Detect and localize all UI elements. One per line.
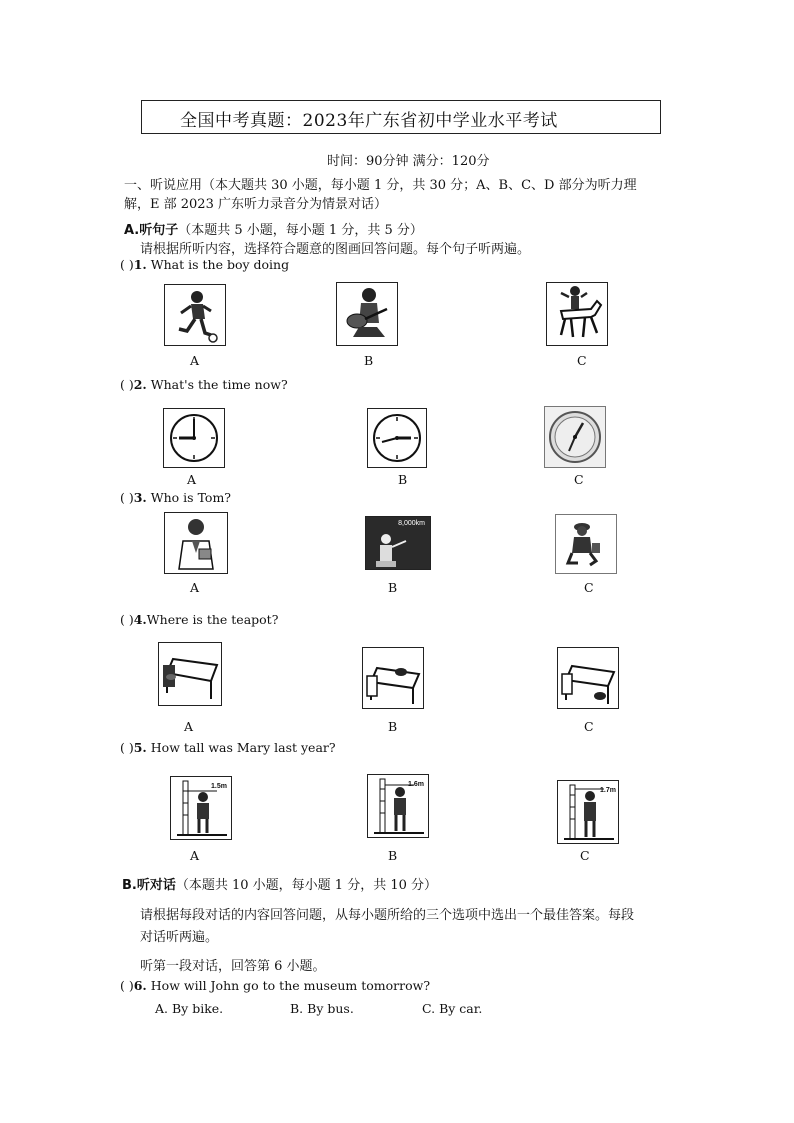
q4-option-c[interactable]: C — [584, 719, 594, 734]
table-chair-icon — [558, 648, 618, 708]
q4-option-b[interactable]: B — [388, 719, 398, 734]
doctor-icon — [165, 513, 227, 573]
q2-option-a[interactable]: A — [187, 472, 197, 487]
q4-option-a[interactable]: A — [184, 719, 194, 734]
question-text: What's the time now? — [150, 377, 288, 392]
q4-image-c[interactable] — [557, 647, 619, 709]
clock-icon — [368, 409, 426, 467]
height-label: 1.7m — [600, 787, 616, 794]
q2-image-clock-b[interactable] — [367, 408, 427, 468]
q6-option-a[interactable]: A. By bike. — [155, 1001, 224, 1016]
worker-icon — [556, 515, 616, 573]
q2-option-c[interactable]: C — [574, 472, 584, 487]
table-chair-icon — [363, 648, 423, 708]
partA-heading: A.听句子（本题共 5 小题，每小题 1 分，共 5 分） — [124, 223, 423, 238]
q2-image-clock-a[interactable] — [163, 408, 225, 468]
question-text: How tall was Mary last year? — [150, 740, 336, 755]
dialog-intro: 听第一段对话，回答第 6 小题。 — [140, 959, 326, 974]
partB-heading: B.听对话（本题共 10 小题，每小题 1 分，共 10 分） — [122, 878, 438, 893]
q1-option-c[interactable]: C — [577, 353, 587, 368]
height-label: 1.6m — [408, 781, 424, 788]
q6-option-b[interactable]: B. By bus. — [290, 1001, 354, 1016]
q3-image-teacher[interactable] — [365, 516, 431, 570]
board-text: 8,000km — [398, 520, 425, 527]
horse-rider-icon — [547, 283, 607, 345]
question-6: ( )6. How will John go to the museum tomorrow? — [120, 978, 431, 993]
question-text: How will John go to the museum tomorrow? — [150, 978, 431, 993]
q2-image-clock-c[interactable] — [544, 406, 606, 468]
q4-image-a[interactable] — [158, 642, 222, 706]
partB-instruction-2: 对话听两遍。 — [140, 930, 219, 945]
q1-option-a[interactable]: A — [190, 353, 200, 368]
question-3: ( )3. Who is Tom? — [120, 490, 232, 505]
teapot-icon — [395, 668, 407, 676]
q3-option-b[interactable]: B — [388, 580, 398, 595]
q5-option-a[interactable]: A — [190, 848, 200, 863]
answer-bracket[interactable]: ( ) — [120, 612, 134, 627]
question-2: ( )2. What's the time now? — [120, 377, 288, 392]
question-4: ( )4.Where is the teapot? — [120, 612, 279, 627]
clock-icon — [164, 409, 224, 467]
section1-line2: 解，E 部 2023 广东听力录音分为情景对话） — [124, 197, 387, 212]
exam-meta: 时间：90分钟 满分：120分 — [327, 154, 490, 169]
soccer-boy-icon — [165, 285, 225, 345]
q3-option-a[interactable]: A — [190, 580, 200, 595]
answer-bracket[interactable]: ( ) — [120, 257, 134, 272]
q1-image-horse[interactable] — [546, 282, 608, 346]
q5-option-c[interactable]: C — [580, 848, 590, 863]
q6-option-c[interactable]: C. By car. — [422, 1001, 483, 1016]
q3-option-c[interactable]: C — [584, 580, 594, 595]
page-title: 全国中考真题：2023年广东省初中学业水平考试 — [180, 111, 558, 131]
q5-image-b[interactable] — [367, 774, 429, 838]
answer-bracket[interactable]: ( ) — [120, 978, 134, 993]
q2-option-b[interactable]: B — [398, 472, 408, 487]
q5-image-a[interactable] — [170, 776, 232, 840]
question-1: ( )1. What is the boy doing — [120, 257, 290, 272]
answer-bracket[interactable]: ( ) — [120, 740, 134, 755]
q1-image-soccer[interactable] — [164, 284, 226, 346]
q4-image-b[interactable] — [362, 647, 424, 709]
question-text: Where is the teapot? — [146, 612, 279, 627]
partB-instruction-1: 请根据每段对话的内容回答问题，从每小题所给的三个选项中选出一个最佳答案。每段 — [140, 908, 635, 923]
q5-option-b[interactable]: B — [388, 848, 398, 863]
answer-bracket[interactable]: ( ) — [120, 490, 134, 505]
q1-option-b[interactable]: B — [364, 353, 374, 368]
guitar-boy-icon — [337, 283, 397, 345]
teapot-icon — [594, 692, 606, 700]
q3-image-worker[interactable] — [555, 514, 617, 574]
table-chair-icon — [159, 643, 221, 705]
question-5: ( )5. How tall was Mary last year? — [120, 740, 336, 755]
section1-line1: 一、听说应用（本大题共 30 小题，每小题 1 分，共 30 分；A、B、C、D 部分为听力理 — [124, 178, 637, 193]
partA-instruction: 请根据所听内容，选择符合题意的图画回答问题。每个句子听两遍。 — [140, 242, 531, 257]
q5-image-c[interactable] — [557, 780, 619, 844]
question-text: Who is Tom? — [150, 490, 232, 505]
question-text: What is the boy doing — [150, 257, 290, 272]
q1-image-guitar[interactable] — [336, 282, 398, 346]
q3-image-doctor[interactable] — [164, 512, 228, 574]
clock-icon — [545, 407, 605, 467]
answer-bracket[interactable]: ( ) — [120, 377, 134, 392]
height-label: 1.5m — [211, 783, 227, 790]
